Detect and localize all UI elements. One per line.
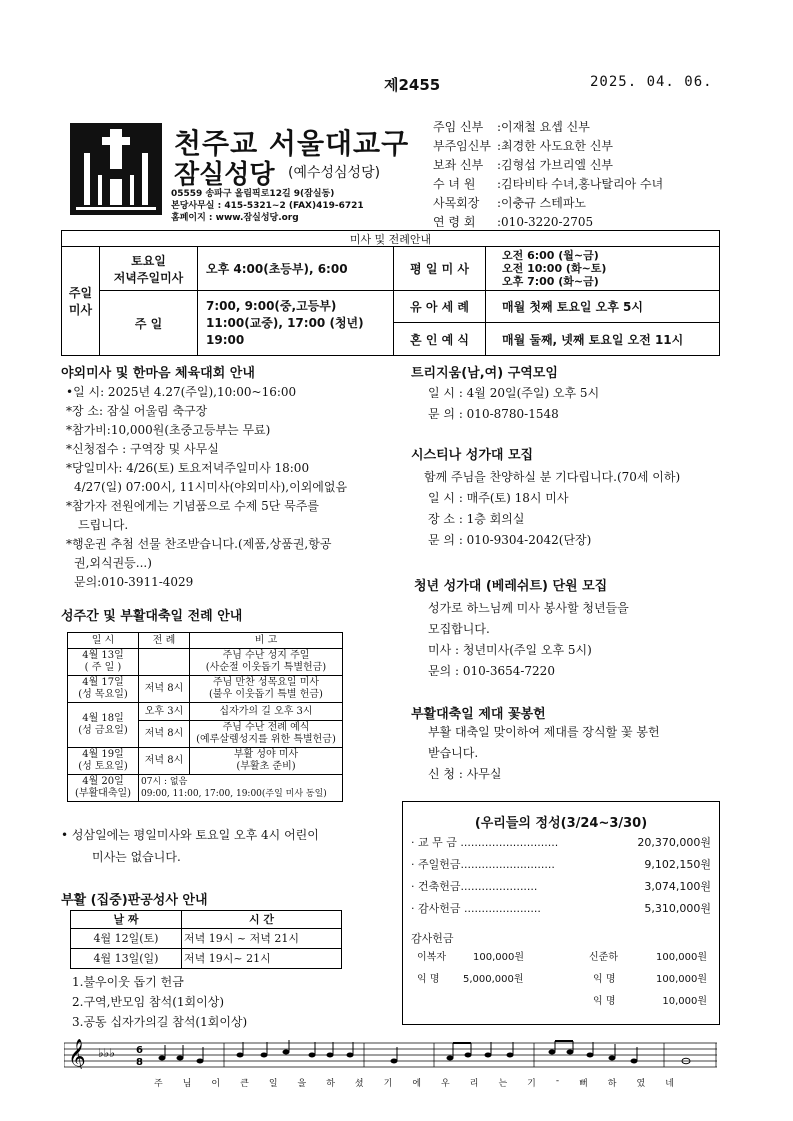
column-header: 비 고 — [190, 633, 343, 649]
weekday-time-line: 오전 10:00 (화~토) — [502, 262, 607, 275]
detail-line: *장 소: 잠실 어울림 축구장 — [66, 404, 208, 418]
staff-row: 부주임신부:최경한 사도요한 신부 — [433, 139, 614, 153]
holy-week-note: • 성삼일에는 평일미사와 토요일 오후 4시 어린이 — [61, 828, 319, 842]
detail-line: *행운권 추첨 선물 찬조받습니다.(제품,상품권,항공 — [66, 537, 332, 551]
saturday-mass-time: 오후 4:00(초등부), 6:00 — [198, 247, 394, 291]
detail-line: *참가자 전원에게는 기념품으로 수제 5단 묵주를 — [66, 499, 319, 513]
hymn-music-staff — [64, 1039, 717, 1069]
svg-text:8: 8 — [136, 1057, 143, 1068]
church-logo — [70, 123, 162, 215]
youth-choir-details — [428, 598, 629, 682]
wedding-label: 혼 인 예 식 — [394, 323, 486, 355]
column-header: 일 시 — [68, 633, 139, 649]
church-phone: 본당사무실 : 415-5321~2 (FAX)419-6721 — [171, 201, 364, 211]
thanks-offering-list — [417, 948, 707, 1014]
detail-line: 2.구역,반모임 참석(1회이상) — [72, 995, 224, 1009]
detail-line: 성가로 하느님께 미사 봉사할 청년들을 — [428, 601, 629, 615]
confession-title: 부활 (집중)판공성사 안내 — [61, 893, 208, 908]
holy-week-table — [67, 632, 343, 802]
staff-row: 사목회장:이충규 스테파노 — [433, 196, 587, 210]
sistine-choir-details — [424, 467, 680, 551]
sistine-choir-title: 시스티나 성가대 모집 — [411, 448, 534, 463]
detail-line: *당일미사: 4/26(토) 토요저녁주일미사 18:00 — [66, 461, 310, 475]
table-row: 4월 12일(토) 저녁 19시 ~ 저녁 21시 — [71, 929, 342, 949]
detail-line: 3.공동 십자가의길 참석(1회이상) — [72, 1015, 248, 1029]
sunday-mass-group-label: 주일 미사 — [62, 247, 100, 355]
church-subname: (예수성심성당) — [288, 165, 381, 181]
sunday-mass-label: 주 일 — [100, 291, 198, 355]
music-notes — [159, 1050, 638, 1064]
staff-row: 수 녀 원:김타비타 수녀,홍나탈리아 수녀 — [433, 177, 664, 191]
table-row: 4월 13일(일) 저녁 19시~ 21시 — [71, 949, 342, 969]
treble-clef-icon: 𝄞 — [68, 1039, 86, 1069]
detail-line: *신청접수 : 구역장 및 사무실 — [66, 442, 219, 456]
detail-line: 함께 주님을 찬양하실 분 기다립니다.(70세 이하) — [424, 470, 681, 484]
church-address: 05559 송파구 올림픽로12길 9(잠실동) — [171, 189, 335, 199]
detail-line: 받습니다. — [428, 746, 479, 760]
easter-flowers-title: 부활대축일 제대 꽃봉헌 — [411, 707, 546, 722]
detail-line: •일 시: 2025년 4.27(주일),10:00~16:00 — [66, 385, 297, 399]
detail-line: 1.불우이웃 돕기 헌금 — [72, 975, 184, 989]
table-row: 4월 13일 ( 주 일 ) 주님 수난 성지 주일 (사순절 이웃돕기 특별헌금) — [68, 649, 343, 676]
flat-icon: ♭♭♭ — [98, 1046, 115, 1060]
easter-flowers-details — [428, 722, 660, 785]
mass-schedule-table — [61, 230, 720, 356]
hymn-lyrics: 주 님 이 큰 일 을 하 셨 기 에 우 리 는 기 - 뻐 하 였 네 — [154, 1076, 674, 1089]
confession-table — [70, 910, 342, 969]
sunday-mass-times — [198, 291, 394, 355]
outdoor-mass-title: 야외미사 및 한마음 체육대회 안내 — [61, 366, 255, 381]
detail-line: 문 의 : 010-9304-2042(단장) — [428, 533, 592, 547]
church-building-icon — [70, 123, 162, 215]
detail-line: 드립니다. — [78, 518, 129, 532]
column-header: 시 간 — [182, 911, 342, 929]
infant-baptism-label: 유 아 세 례 — [394, 291, 486, 323]
offering-row: · 건축헌금...................... 3,074,100원 — [411, 880, 711, 893]
detail-line: 문의 : 010-3654-7220 — [428, 664, 555, 678]
youth-choir-title: 청년 성가대 (베레쉬트) 단원 모집 — [414, 579, 608, 594]
table-row: 4월 20일 (부활대축일) 07시 : 없음 09:00, 11:00, 17:00, 19:00(주일 미사 동일) — [68, 775, 343, 802]
issue-number: 제2455 — [384, 76, 441, 94]
sunday-time-line: 19:00 — [206, 332, 245, 347]
confession-notes — [72, 972, 247, 1032]
detail-line: 일 시 : 4월 20일(주일) 오후 5시 — [428, 386, 600, 400]
holy-week-note: 미사는 없습니다. — [92, 850, 181, 864]
staff-row: 주임 신부:이재철 요셉 신부 — [433, 120, 590, 134]
staff-list — [433, 118, 663, 232]
weekday-time-line: 오후 7:00 (화~금) — [502, 275, 599, 288]
church-name: 잠실성당 — [174, 160, 275, 190]
detail-line: 모집합니다. — [428, 622, 490, 636]
wedding-time: 매월 둘째, 넷째 토요일 오전 11시 — [502, 332, 684, 347]
trizium-title: 트리지움(남,여) 구역모임 — [411, 366, 558, 381]
outdoor-mass-details — [66, 383, 366, 592]
detail-line: 권,외식권등...) — [74, 556, 152, 570]
detail-line: 장 소 : 1층 회의실 — [428, 512, 525, 526]
detail-line: 4/27(일) 07:00시, 11시미사(야외미사),이외에없음 — [74, 480, 348, 494]
weekday-time-line: 오전 6:00 (월~금) — [502, 249, 599, 262]
offering-row: · 교 무 금 ............................ 20,370,000원 — [411, 836, 711, 849]
detail-line: 일 시 : 매주(토) 18시 미사 — [428, 491, 569, 505]
thanks-row: 이복자 100,000원 신준하 100,000원 — [417, 952, 707, 963]
detail-line: 미사 : 청년미사(주일 오후 5시) — [428, 643, 592, 657]
sunday-time-line: 11:00(교중), 17:00 (청년) — [206, 315, 364, 330]
staff-row: 연 령 회:010-3220-2705 — [433, 215, 594, 229]
trizium-details — [428, 383, 599, 425]
sunday-time-line: 7:00, 9:00(중,고등부) — [206, 298, 337, 313]
staff-row: 보좌 신부:김형섭 가브리엘 신부 — [433, 158, 614, 172]
table-row: 4월 17일 (성 목요일) 저녁 8시 주님 만찬 성목요일 미사 (불우 이웃돕기 특별 헌금) — [68, 676, 343, 703]
church-homepage: 홈페이지 : www.잠실성당.org — [171, 213, 299, 223]
offering-box — [402, 801, 720, 1025]
church-name-diocese: 천주교 서울대교구 — [174, 127, 410, 160]
svg-text:6: 6 — [136, 1045, 143, 1056]
detail-line: 문의:010-3911-4029 — [74, 575, 194, 589]
column-header: 전 례 — [139, 633, 190, 649]
detail-line: 신 청 : 사무실 — [428, 767, 502, 781]
thanks-row: 익 명 5,000,000원 익 명 100,000원 — [417, 974, 707, 985]
column-header: 날 짜 — [71, 911, 182, 929]
detail-line: 부활 대축일 맞이하여 제대를 장식할 꽃 봉헌 — [428, 725, 660, 739]
detail-line: *참가비:10,000원(초중고등부는 무료) — [66, 423, 271, 437]
saturday-mass-label: 토요일 저녁주일미사 — [100, 247, 198, 291]
table-row: 4월 19일 (성 토요일) 저녁 8시 부활 성야 미사 (부활초 준비) — [68, 748, 343, 775]
offering-title: (우리들의 정성(3/24~3/30) — [474, 816, 648, 831]
mass-table-title: 미사 및 전례안내 — [62, 231, 719, 247]
weekday-mass-times — [486, 247, 719, 291]
table-row: 4월 18일 (성 금요일) 오후 3시 십자가의 길 오후 3시 — [68, 703, 343, 721]
thanks-row: 익 명 10,000원 — [593, 996, 707, 1007]
table-row: 저녁 8시 주님 수난 전례 예식 (예루살렘성지를 위한 특별헌금) — [68, 721, 343, 748]
weekday-mass-label: 평 일 미 사 — [394, 247, 486, 291]
holy-week-title: 성주간 및 부활대축일 전례 안내 — [61, 609, 243, 624]
offering-row: · 주일헌금........................... 9,102,150원 — [411, 858, 711, 871]
issue-date: 2025. 04. 06. — [590, 74, 713, 90]
offering-row: · 감사헌금 ...................... 5,310,000원 — [411, 902, 711, 915]
thanks-offering-title: 감사헌금 — [411, 932, 454, 945]
infant-baptism-time: 매월 첫째 토요일 오후 5시 — [486, 291, 719, 323]
detail-line: 문 의 : 010-8780-1548 — [428, 407, 559, 421]
